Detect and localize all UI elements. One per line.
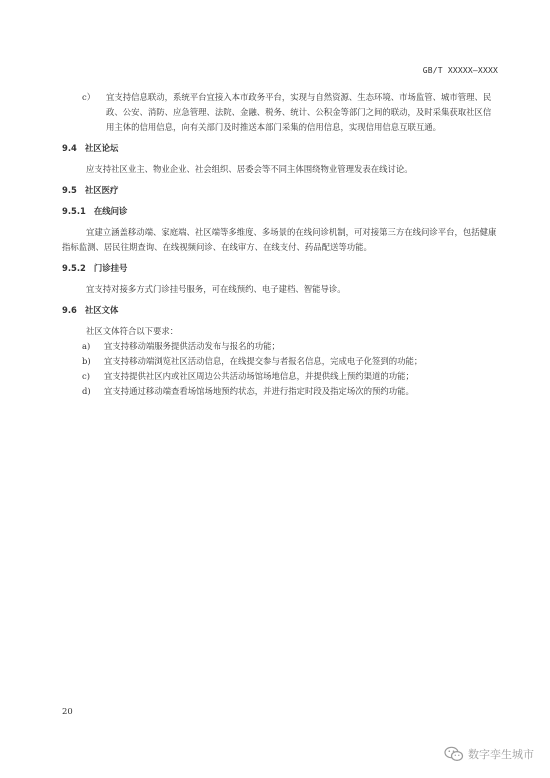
- watermark: [444, 746, 534, 762]
- section-heading-9-6: [62, 303, 498, 318]
- list-text: 宜支持通过移动端查看场馆场地预约状态，并进行指定时段及指定场次的预约功能。: [104, 386, 414, 396]
- section-title: 社区医疗: [84, 185, 119, 195]
- paragraph: 宜建立涵盖移动端、家庭端、社区端等多维度、多场景的在线问诊机制，可对接第三方在线问诊平台，包括健康指标监测、居民往期查询、在线视频问诊、在线审方、在线支付、药品配送等功能。: [62, 227, 497, 252]
- page-number: 20: [62, 706, 73, 716]
- list-item: [62, 354, 498, 369]
- section-title: 门诊挂号: [93, 263, 128, 273]
- section-number: 9.5.1: [62, 206, 86, 216]
- section-title: 在线问诊: [93, 206, 128, 216]
- list-marker: b): [82, 356, 91, 366]
- paragraph: 应支持社区业主、物业企业、社会组织、居委会等不同主体围绕物业管理发表在线讨论。: [86, 164, 413, 174]
- section-number: 9.5.2: [62, 263, 86, 273]
- wechat-icon: [444, 746, 464, 762]
- list-text: 宜支持移动端服务提供活动发布与报名的功能；: [104, 341, 280, 351]
- page-content: [62, 90, 498, 399]
- section-number: 9.4: [62, 143, 77, 153]
- list-text: 宜支持提供社区内或社区周边公共活动场馆场地信息，并提供线上预约渠道的功能；: [104, 371, 414, 381]
- section-heading-9-4: [62, 141, 498, 156]
- list-marker: a): [82, 341, 91, 351]
- list-item: [62, 339, 498, 354]
- section-title: 社区论坛: [84, 143, 119, 153]
- section-heading-9-5: [62, 183, 498, 198]
- section-heading-9-5-1: [62, 204, 498, 219]
- list-marker: d): [82, 386, 91, 396]
- list-marker: c）: [82, 92, 96, 102]
- paragraph: 宜支持对接多方式门诊挂号服务，可在线预约、电子建档、智能导诊。: [86, 284, 346, 294]
- section-heading-9-5-2: [62, 261, 498, 276]
- section-number: 9.6: [62, 305, 77, 315]
- list-item-c: [62, 90, 498, 135]
- list-item: [62, 384, 498, 399]
- section-title: 社区文体: [84, 305, 119, 315]
- list-text: 宜支持信息联动，系统平台宜接入本市政务平台，实现与自然资源、生态环境、市场监管、城市管理、民政、公安、消防、应急管理、法院、金融、税务、统计、公积金等部门之间的联动，及时采集获取社区信用主体的信用信息，向有关部门及时推送本部门采集的信用信息，实现信用信息互联互通。: [106, 92, 492, 132]
- section-number: 9.5: [62, 185, 77, 195]
- list-item: [62, 369, 498, 384]
- list-marker: c): [82, 371, 90, 381]
- standard-code: GB/T XXXXX—XXXX: [422, 66, 498, 75]
- watermark-text: 数字孪生城市: [468, 748, 534, 761]
- list-intro: 社区文体符合以下要求：: [86, 326, 179, 336]
- list-text: 宜支持移动端浏览社区活动信息，在线提交参与者报名信息，完成电子化签到的功能；: [104, 356, 423, 366]
